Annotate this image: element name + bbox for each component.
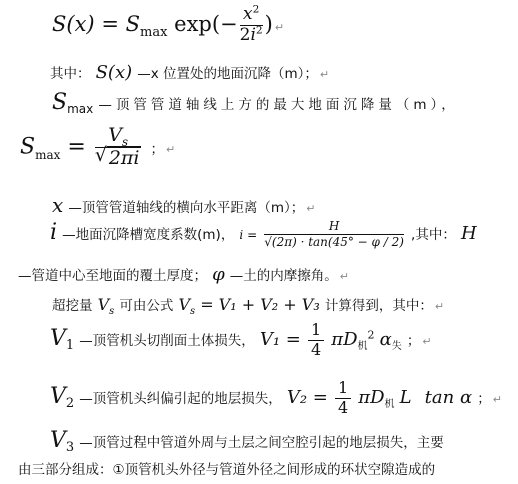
i-definition: i —地面沉降槽宽度系数(m)， i = $\frac{H}{√(2\pi) \cdot \tan(45^\circ - \varphi / 2)}$ ,其中： H (50, 219, 477, 249)
formula-settlement-curve: $S(x) = S_{max}$ exp(− $\frac{x^2}{2i^2}$ ) ↵ (52, 3, 285, 45)
where-sx-line: 其中： S(x) —x 位置处的地面沉降（m）； ↵ (50, 62, 330, 83)
v2-definition: $V_2$ —顶管机头纠偏引起的地层损失， V₂ = $\frac{1}{4}$ $\pi D_机$ L tan α ； ↵ (50, 378, 502, 417)
formula-smax: $S_{max}$ = $V_s$ √ 2πi ； ↵ (20, 124, 176, 169)
v1-definition: $V_1$ —顶管机头切削面土体损失， V₁ = $\frac{1}{4}$ $\pi D_机^2$ $\alpha_失$ ； ↵ (50, 320, 432, 359)
overcut-line: 超挖量 $V_s$ 可由公式 $V_s = V_1 + V_2 + V_3$ 计算得到，其中： ↵ (52, 295, 445, 318)
v3-definition: $V_3$ —顶管过程中管道外周与土层之间空腔引起的地层损失，主要 (50, 428, 444, 456)
x-definition: x —顶管管道轴线的横向水平距离（m）； ↵ (52, 193, 316, 217)
smax-definition: $S_{max}$ —顶管管道轴线上方的最大地面沉降量（m）， (52, 90, 459, 117)
h-phi-definition: —管道中心至地面的覆土厚度； φ —土的内摩擦角。 ↵ (18, 264, 350, 285)
last-line: 由三部分组成：①顶管机头外径与管道外径之间形成的环状空隙造成的 (18, 462, 436, 478)
